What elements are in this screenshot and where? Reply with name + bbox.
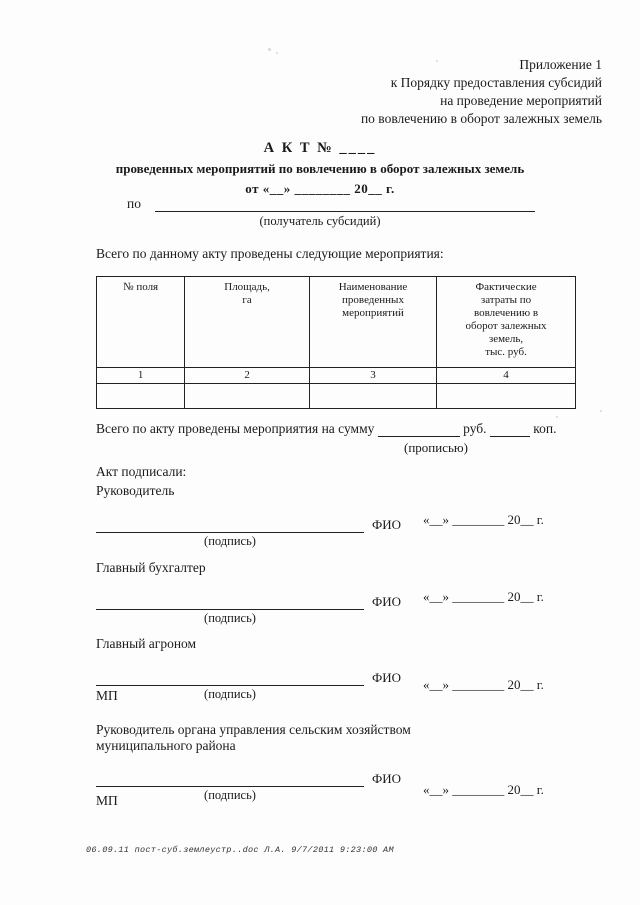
scan-speck bbox=[556, 416, 558, 418]
appendix-header-line-4: по вовлечению в оборот залежных земель bbox=[360, 111, 602, 126]
table-column-number: 3 bbox=[309, 368, 436, 384]
mp-stamp-label: МП bbox=[96, 688, 118, 703]
table-header-cell-actual-costs bbox=[437, 277, 576, 368]
recipient-label: по bbox=[127, 196, 141, 211]
signature-blank-rule[interactable] bbox=[96, 772, 364, 787]
total-kop-blank bbox=[490, 423, 530, 437]
fio-label: ФИО bbox=[372, 771, 402, 786]
table-cell[interactable] bbox=[437, 384, 576, 409]
fio-label: ФИО bbox=[372, 670, 402, 685]
measures-table bbox=[96, 276, 576, 409]
header-line: оборот залежных bbox=[465, 320, 547, 332]
header-line: Наименование bbox=[338, 281, 408, 293]
total-rub-label: руб. bbox=[463, 421, 487, 436]
intro-text: Всего по данному акту проведены следующие мероприятия: bbox=[96, 246, 444, 261]
podpis-caption: (подпись) bbox=[204, 611, 256, 625]
recipient-blank-rule bbox=[155, 198, 535, 212]
document-title bbox=[0, 140, 640, 197]
appendix-header-line-2: к Порядку предоставления субсидий bbox=[390, 75, 602, 90]
header-line: тыс. руб. bbox=[485, 346, 527, 358]
podpis-caption: (подпись) bbox=[204, 534, 256, 548]
signature-blank-rule[interactable] bbox=[96, 518, 364, 533]
fio-label: ФИО bbox=[372, 594, 402, 609]
header-line: земель, bbox=[488, 333, 524, 345]
recipient-line bbox=[127, 196, 547, 212]
act-subtitle: проведенных мероприятий по вовлечению в оборот залежных земель bbox=[115, 161, 525, 176]
table-cell[interactable] bbox=[97, 384, 185, 409]
signature-role-label: Главный бухгалтер bbox=[96, 560, 206, 575]
table-header-row bbox=[97, 277, 576, 368]
scan-speck bbox=[268, 48, 271, 51]
total-amount-line bbox=[96, 421, 557, 437]
act-date-line: от «__» ________ 20__ г. bbox=[245, 181, 395, 196]
table-row bbox=[97, 384, 576, 409]
act-title: А К Т № ____ bbox=[263, 140, 377, 156]
signed-by-heading: Акт подписали: bbox=[96, 464, 187, 479]
table-header-cell-area bbox=[185, 277, 310, 368]
header-line: вовлечению в bbox=[473, 307, 539, 319]
header-line: Фактические bbox=[475, 281, 537, 293]
scan-speck bbox=[276, 52, 278, 54]
document-footer: 06.09.11 пост-суб.землеустр..doc Л.А. 9/7/2011 9:23:00 AM bbox=[86, 845, 394, 855]
table-column-number: 4 bbox=[437, 368, 576, 384]
podpis-caption: (подпись) bbox=[204, 687, 256, 701]
total-prefix: Всего по акту проведены мероприятия на сумму bbox=[96, 421, 375, 436]
header-line: № поля bbox=[123, 281, 159, 293]
table-column-number: 2 bbox=[185, 368, 310, 384]
recipient-caption: (получатель субсидий) bbox=[259, 214, 381, 228]
table-column-number: 1 bbox=[97, 368, 185, 384]
signature-blank-rule[interactable] bbox=[96, 595, 364, 610]
signature-role-label: Главный агроном bbox=[96, 636, 197, 651]
signature-date-line[interactable]: «__» ________ 20__ г. bbox=[423, 782, 544, 797]
scan-speck bbox=[600, 410, 602, 412]
table-cell[interactable] bbox=[309, 384, 436, 409]
signature-date-line[interactable]: «__» ________ 20__ г. bbox=[423, 512, 544, 527]
total-kop-label: коп. bbox=[533, 421, 557, 436]
appendix-header-line-1: Приложение 1 bbox=[519, 57, 602, 72]
appendix-header bbox=[361, 56, 602, 128]
header-line: Площадь, bbox=[224, 281, 270, 293]
header-line: мероприятий bbox=[342, 307, 404, 319]
signature-role-label-second-line: муниципального района bbox=[96, 738, 236, 753]
header-line: проведенных bbox=[342, 294, 404, 306]
signature-date-line[interactable]: «__» ________ 20__ г. bbox=[423, 589, 544, 604]
mp-stamp-label: МП bbox=[96, 793, 118, 808]
signature-role-label: Руководитель органа управления сельским хозяйством bbox=[96, 722, 411, 737]
header-line: затраты по bbox=[480, 294, 532, 306]
table-cell[interactable] bbox=[185, 384, 310, 409]
propisyu-caption: (прописью) bbox=[404, 440, 468, 455]
signature-date-line[interactable]: «__» ________ 20__ г. bbox=[423, 677, 544, 692]
table-numbering-row bbox=[97, 368, 576, 384]
header-line: га bbox=[242, 294, 252, 306]
table-header-cell-field-no bbox=[97, 277, 185, 368]
fio-label: ФИО bbox=[372, 517, 402, 532]
podpis-caption: (подпись) bbox=[204, 788, 256, 802]
signature-role-label: Руководитель bbox=[96, 483, 175, 498]
signature-blank-rule[interactable] bbox=[96, 671, 364, 686]
appendix-header-line-3: на проведение мероприятий bbox=[440, 93, 602, 108]
table-header-cell-measure-name bbox=[309, 277, 436, 368]
total-amount-blank bbox=[378, 423, 460, 437]
